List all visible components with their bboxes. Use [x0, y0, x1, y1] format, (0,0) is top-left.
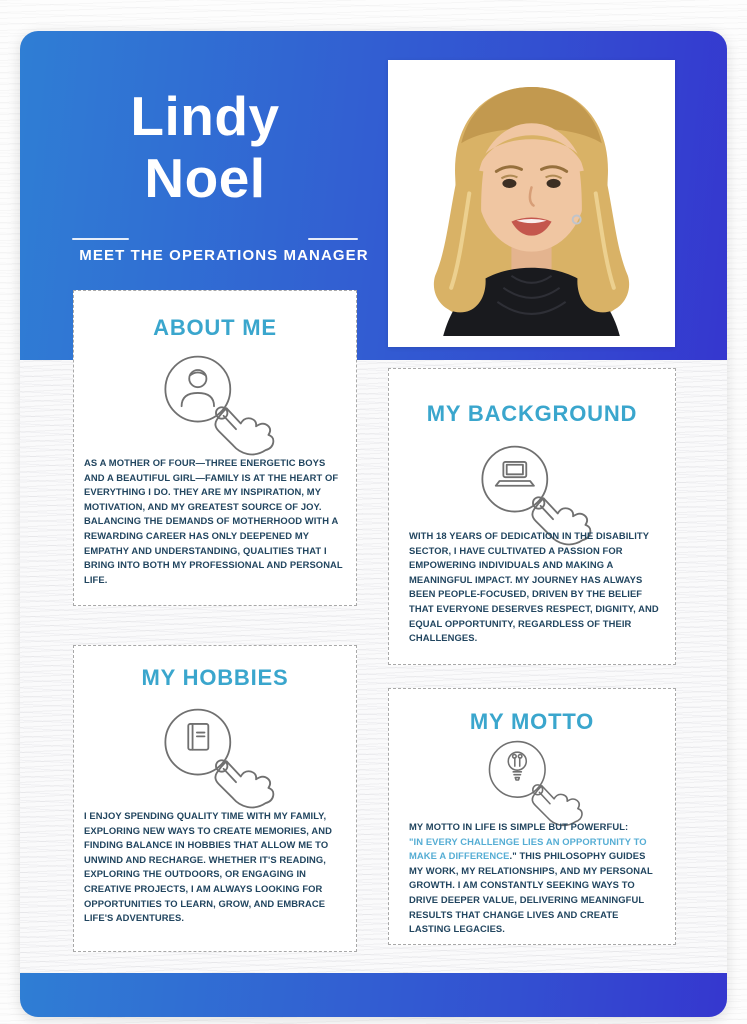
my-motto-title: MY MOTTO: [469, 709, 595, 734]
profile-flyer-page: [20, 31, 727, 1017]
pointer-hand-icon: [215, 408, 273, 454]
name-line-1: Lindy: [130, 85, 280, 147]
divider-line-right: [308, 238, 358, 240]
about-me-card: [73, 290, 357, 606]
person-icon: [152, 349, 278, 458]
profile-photo-frame: [388, 60, 675, 347]
role-subtitle: MEET THE OPERATIONS MANAGER: [79, 247, 369, 264]
my-background-text: WITH 18 YEARS OF DEDICATION IN THE DISABILITY SECTOR, I HAVE CULTIVATED A PASSION FOR EMPOWERING INDIVIDUALS AND MAKING A MEANINGFUL IMPACT. MY JOURNEY HAS ALWAYS BEEN PEOPLE-FOCUSED, DRIVEN BY THE BELIEF THAT EVERYONE DESERVES RESPECT, DIGNITY, AND EQUAL OPPORTUNITY, REGARDLESS OF THEIR CHALLENGES.: [409, 530, 659, 644]
motto-quote-text: "IN EVERY CHALLENGE LIES AN OPPORTUNITY TO MAKE A DIFFERENCE: [409, 835, 647, 862]
page-title: [20, 85, 390, 209]
footer-bar: [20, 973, 727, 1017]
lightbulb-icon: [478, 735, 586, 828]
pointer-hand-icon: [215, 761, 273, 807]
divider-line-left: [72, 238, 129, 240]
about-me-text: AS A MOTHER OF FOUR—THREE ENERGETIC BOYS AND A BEAUTIFUL GIRL—FAMILY IS AT THE HEART OF EVERYTHING I DO. THEY ARE MY INSPIRATION, MY MOTIVATION, AND MY GREATEST SOURCE OF JOY. BALANCING THE DEMANDS OF MOTHERHOOD WITH A REWARDING CAREER HAS ONLY DEEPENED MY EMPATHY AND UNDERSTANDING, QUALITIES THAT I BRING INTO BOTH MY PROFESSIONAL AND PERSONAL LIFE.: [84, 457, 343, 585]
motto-intro-text: MY MOTTO IN LIFE IS SIMPLE BUT POWERFUL:: [409, 821, 629, 832]
my-motto-card: [388, 688, 676, 945]
my-hobbies-card: [73, 645, 357, 952]
profile-photo: [399, 71, 664, 336]
my-hobbies-title: MY HOBBIES: [141, 665, 289, 690]
name-line-2: Noel: [144, 147, 266, 209]
motto-rest-text: ." THIS PHILOSOPHY GUIDES MY WORK, MY RELATIONSHIPS, AND MY PERSONAL GROWTH. I AM CONSTANTLY SEEKING WAYS TO DRIVE DEEPER VALUE, DELIVERING MEANINGFUL RESULTS THAT CHANGE LIVES AND CREATE LASTING LEGACIES.: [409, 850, 653, 935]
about-me-title: ABOUT ME: [153, 315, 277, 340]
my-hobbies-text: I ENJOY SPENDING QUALITY TIME WITH MY FAMILY, EXPLORING NEW WAYS TO CREATE MEMORIES, AND FINDING BALANCE IN HOBBIES THAT ALLOW ME TO UNWIND AND RECHARGE. WHETHER IT'S READING, EXPLORING THE OUTDOORS, OR ENGAGING IN CREATIVE PROJECTS, I AM ALWAYS LOOKING FOR OPPORTUNITIES TO LEARN, GROW, AND EMBRACE LIFE'S ADVENTURES.: [84, 810, 332, 924]
my-background-title: MY BACKGROUND: [426, 401, 638, 426]
my-motto-text: [409, 820, 659, 937]
book-icon: [152, 702, 278, 811]
my-background-card: [388, 368, 676, 665]
